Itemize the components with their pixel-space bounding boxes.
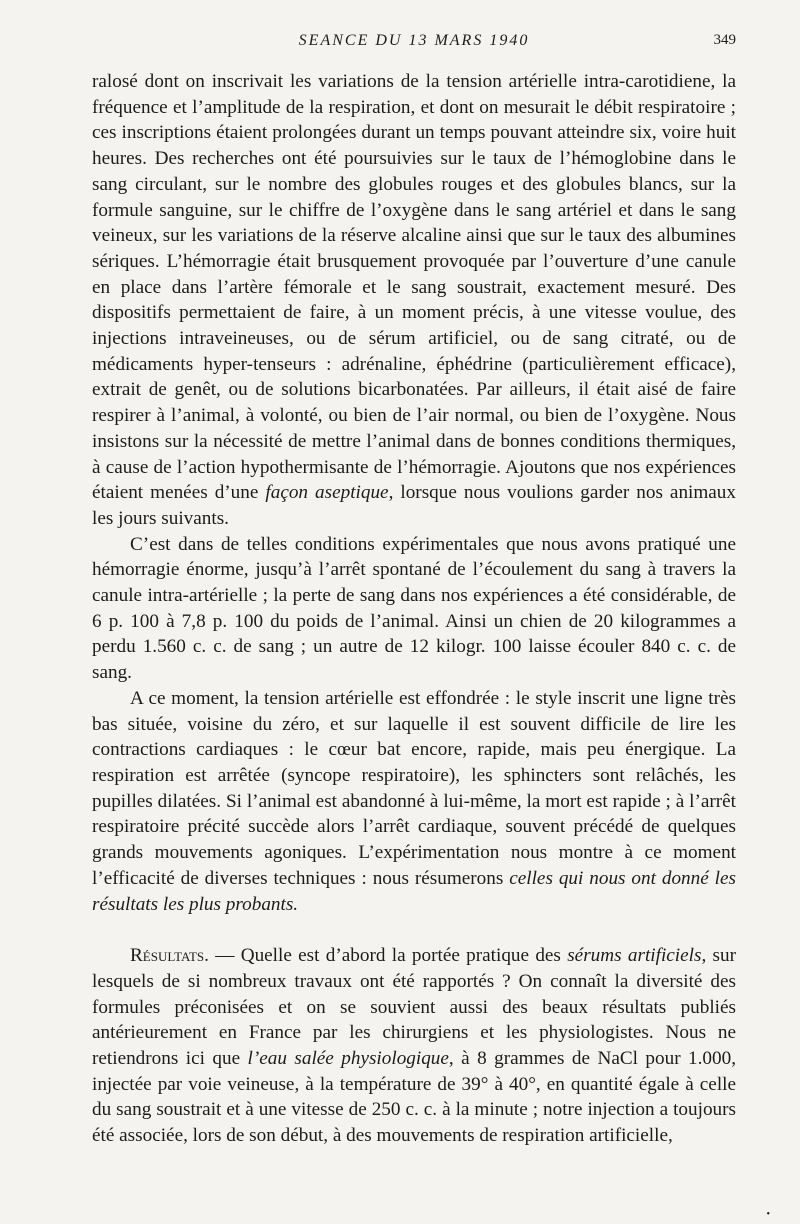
- paragraph-4-text-2: , sur lesquels de si nombreux travaux ont été rapportés ? On connaît la diversité des formules préconisées et on se souvient aussi des beaux résultats publiés antérieurement en France par les chirurgiens et les physiologistes. Nous ne retiendrons ici que: [92, 945, 736, 1070]
- paragraph-3-emphasis: celles qui nous ont donné les résultats les plus probants.: [92, 867, 736, 915]
- page-header: [92, 32, 736, 56]
- running-title: SEANCE DU 13 MARS 1940: [298, 32, 530, 49]
- paragraph-2: [92, 532, 736, 686]
- page-number: 349: [713, 32, 736, 48]
- paragraph-2-text: C’est dans de telles conditions expérimentales que nous avons pratiqué une hémorragie énorme, jusqu’à l’arrêt spontané de l’écoulement du sang à travers la canule intra-artérielle ; la perte de sang dans nos expériences a été considérable, de 6 p. 100 à 7,8 p. 100 du poids de l’animal. Ainsi un chien de 20 kilogrammes a perdu 1.560 c. c. de sang ; un autre de 12 kilogr. 100 laisse écouler 840 c. c. de sang.: [92, 533, 736, 684]
- paragraph-3: [92, 686, 736, 917]
- paragraph-4-text-3: , à 8 grammes de NaCl pour 1.000, injectée par voie veineuse, à la température de 39° à 40°, en quantité égale à celle du sang soustrait et à une vitesse de 250 c. c. à la minute ; notre injection a toujours été associée, lors de son début, à des mouvements de respiration artificielle,: [92, 1048, 737, 1147]
- paragraph-3-text: A ce moment, la tension artérielle est effondrée : le style inscrit une ligne très bas située, voisine du zéro, et sur laquelle il est souvent difficile de lire les contractions cardiaques : le cœur bat encore, rapide, mais peu énergique. La respiration est arrêtée (syncope respiratoire), les sphincters sont relâchés, les pupilles dilatées. Si l’animal est abandonné à lui-même, la mort est rapide ; à l’arrêt respiratoire précité succède alors l’arrêt cardiaque, souvent précédé de quelques grands mouvements agoniques. L’expérimentation nous montre à ce moment l’efficacité de diverses techniques : nous résumerons: [92, 687, 736, 889]
- paragraph-1: [92, 69, 736, 532]
- section-heading: Résultats.: [130, 945, 209, 967]
- paragraph-4-emphasis-1: sérums artificiels: [567, 945, 702, 967]
- paragraph-1-emphasis: façon aseptique: [265, 482, 389, 504]
- paragraph-4-emphasis-2: l’eau salée physiologique: [247, 1048, 449, 1070]
- paragraph-4-text: — Quelle est d’abord la portée pratique des: [208, 945, 568, 967]
- body-text: [92, 69, 736, 1149]
- paragraph-1-text: ralosé dont on inscrivait les variations de la tension artérielle intra-carotidiene, la fréquence et l’amplitude de la respiration, et dont on mesurait le débit respiratoire ; ces inscriptions étaient prolongées durant un temps pouvant atteindre six, voire huit heures. Des recherches ont été poursuivies sur le taux de l’hémoglobine dans le sang circulant, sur le nombre des globules rouges et des globules blancs, sur la formule sanguine, sur le chiffre de l’oxygène dans le sang artériel et dans le sang veineux, sur les variations de la réserve alcaline ainsi que sur le taux des albumines sériques. L’hémorragie était brusquement provoquée par l’ouverture d’une canule en place dans l’artère fémorale et le sang soustrait, exactement mesuré. Des dispositifs permettaient de faire, à un moment précis, à une vitesse voulue, des injections intraveineuses, ou de sérum artificiel, ou de sang citraté, ou de médicaments hyper-tenseurs : adrénaline, éphédrine (particulièrement efficace), extrait de genêt, ou de solutions bicarbonatées. Par ailleurs, il était aisé de faire respirer à l’animal, à volonté, ou bien de l’air normal, ou bien de l’oxygène. Nous insistons sur la nécessité de mettre l’animal dans de bonnes conditions thermiques, à cause de l’action hypothermisante de l’hémorragie. Ajoutons que nos expériences étaient menées d’une: [92, 71, 736, 504]
- paragraph-4: [92, 943, 736, 1149]
- edge-mark: •: [766, 1209, 770, 1220]
- paragraph-1-text-end: , lorsque nous voulions garder nos animaux les jours suivants.: [92, 482, 736, 529]
